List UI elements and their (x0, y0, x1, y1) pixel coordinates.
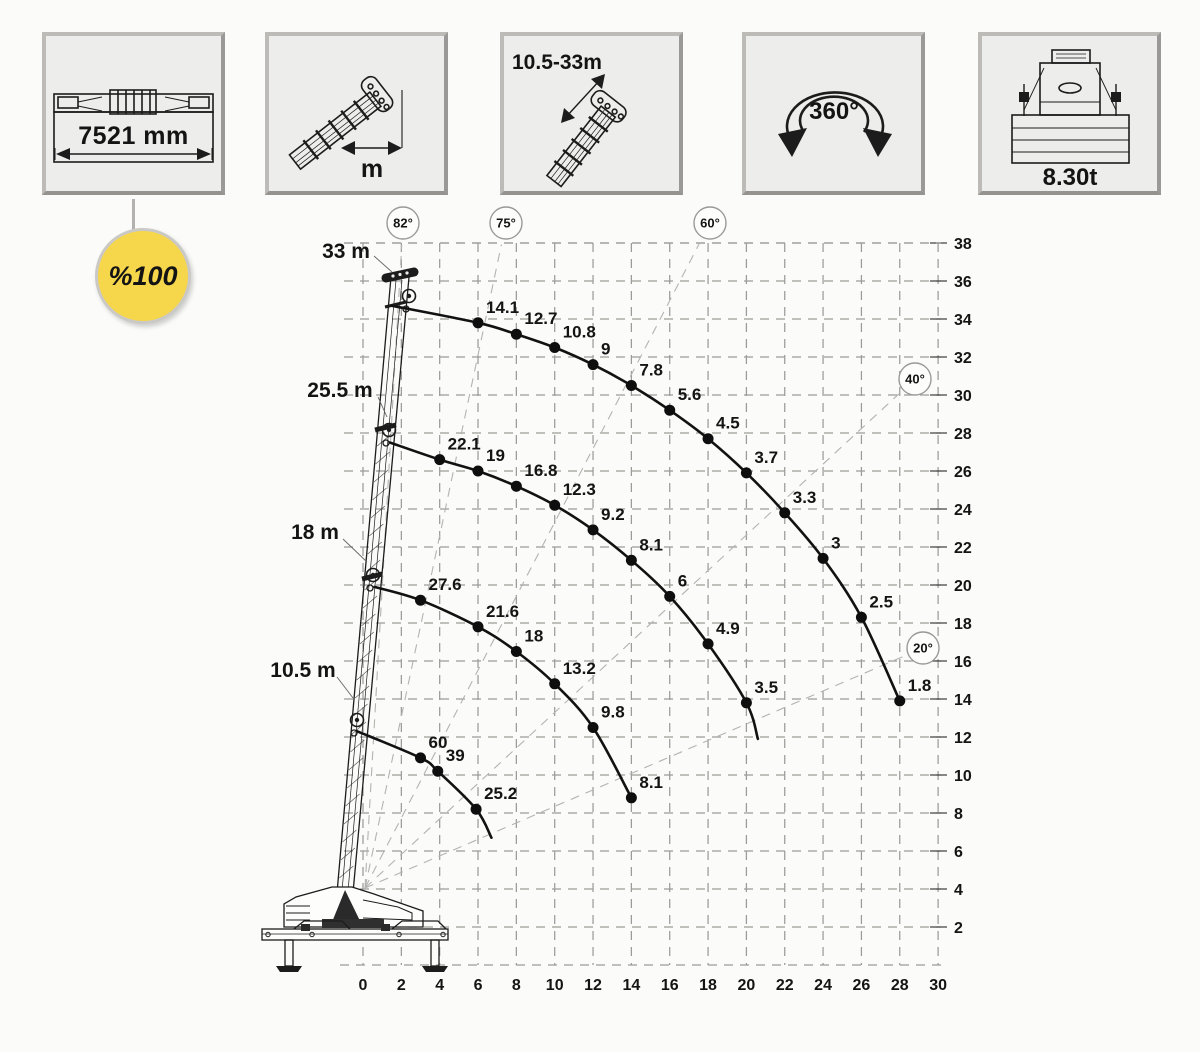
load-value-label: 6 (677, 571, 688, 591)
boom-hatch-line (369, 524, 383, 536)
load-value-label: 2.5 (869, 592, 894, 612)
load-value-label: 3.5 (754, 677, 779, 697)
load-point (415, 752, 426, 763)
y-axis-tick-label: 6 (954, 844, 963, 861)
boom-hatch-line (346, 794, 360, 806)
y-axis-tick-label: 14 (954, 692, 972, 709)
load-value-label: 10.8 (562, 322, 596, 342)
boom-hatch-line (360, 632, 374, 644)
x-axis-tick-label: 30 (929, 977, 947, 994)
boom-hatch-line (358, 650, 372, 662)
load-point (511, 481, 522, 492)
load-point (473, 621, 484, 632)
boom-length-label: 10.5 m (270, 659, 336, 682)
load-value-label: 7.8 (639, 360, 664, 380)
load-value-label: 27.6 (428, 575, 462, 595)
y-axis-tick-label: 22 (954, 540, 972, 557)
y-axis-tick-label: 24 (954, 502, 972, 519)
load-value-label: 3 (831, 533, 841, 553)
load-point (432, 766, 443, 777)
load-point (549, 500, 560, 511)
boom-hatch-line (374, 470, 388, 482)
boom-hatch-line (339, 866, 353, 878)
load-value-label: 13.2 (562, 658, 596, 678)
y-axis-tick-label: 38 (954, 236, 972, 253)
x-axis-tick-label: 4 (435, 977, 445, 994)
load-value-label: 1.8 (907, 675, 932, 695)
load-point (741, 697, 752, 708)
boom-hatch-line (350, 740, 364, 752)
x-axis-tick-label: 0 (358, 977, 368, 994)
load-value-label: 25.2 (484, 784, 518, 804)
y-axis-tick-label: 28 (954, 426, 972, 443)
x-axis-tick-label: 22 (775, 977, 794, 994)
load-value-label: 22.1 (447, 434, 481, 454)
x-axis-tick-label: 26 (852, 977, 871, 994)
x-axis-tick-label: 10 (545, 977, 564, 994)
load-point (473, 317, 484, 328)
load-point (626, 380, 637, 391)
outrigger-percent-value: %100 (108, 260, 178, 291)
load-value-label: 18 (524, 626, 544, 646)
y-axis-tick-label: 12 (954, 730, 972, 747)
boom-hatch-line (363, 596, 377, 608)
x-axis-tick-label: 28 (890, 977, 909, 994)
load-point (741, 467, 752, 478)
y-axis-tick-label: 36 (954, 274, 972, 291)
load-value-label: 14.1 (486, 297, 520, 317)
boom-angle-label: 20° (913, 640, 933, 656)
counterweight-label: 8.30t (1042, 164, 1098, 191)
x-axis-tick-label: 8 (511, 977, 521, 994)
y-axis-tick-label: 30 (954, 388, 972, 405)
boom-angle-label: 82° (393, 215, 413, 231)
boom-angle-label: 75° (496, 215, 516, 231)
x-axis-tick-label: 2 (396, 977, 406, 994)
x-axis-tick-label: 6 (473, 977, 483, 994)
load-point (626, 792, 637, 803)
load-point (473, 466, 484, 477)
boom-length-label: 18 m (291, 521, 339, 544)
boom-hatch-line (357, 668, 371, 680)
load-point (664, 591, 675, 602)
load-point (588, 524, 599, 535)
load-point (626, 555, 637, 566)
load-point (415, 595, 426, 606)
y-axis-tick-label: 18 (954, 616, 972, 633)
slewing-label: 360° (809, 98, 859, 125)
boom-angle-ray (365, 657, 903, 888)
load-value-label: 4.5 (716, 413, 740, 433)
load-point (664, 405, 675, 416)
load-value-label: 4.9 (716, 618, 740, 638)
boom-hatch-line (372, 488, 386, 500)
load-value-label: 8.1 (639, 772, 664, 792)
x-axis-tick-label: 18 (699, 977, 717, 994)
y-axis-tick-label: 20 (954, 578, 972, 595)
boom-hatch-line (355, 686, 369, 698)
load-point (471, 804, 482, 815)
x-axis-tick-label: 14 (622, 977, 641, 994)
y-axis-tick-label: 4 (954, 882, 963, 899)
y-axis-tick-label: 16 (954, 654, 972, 671)
load-value-label: 12.7 (524, 309, 558, 329)
carrier-length-value: 7521 mm (78, 122, 189, 150)
load-value-label: 9.2 (601, 504, 625, 524)
load-value-label: 21.6 (486, 601, 520, 621)
load-point (818, 553, 829, 564)
y-axis-tick-label: 8 (954, 806, 963, 823)
boom-hatch-line (376, 452, 390, 464)
boom-hatch-line (342, 830, 356, 842)
boom-range-label: 10.5-33m (512, 51, 602, 74)
load-value-label: 39 (445, 746, 465, 766)
boom-hatch-line (368, 542, 382, 554)
x-axis-tick-label: 24 (814, 977, 832, 994)
load-curve-10.5m (357, 731, 491, 837)
y-axis-tick-label: 26 (954, 464, 972, 481)
boom-hatch-line (371, 506, 385, 518)
chart-labels (270, 207, 972, 994)
load-value-label: 19 (486, 446, 505, 465)
y-axis-tick-label: 2 (954, 920, 963, 937)
x-axis-tick-label: 12 (584, 977, 602, 994)
boom-angle-label: 40° (905, 371, 925, 387)
load-point (511, 329, 522, 340)
load-point (703, 433, 714, 444)
load-point (434, 454, 445, 465)
boom-length-label: 33 m (322, 240, 370, 263)
crane-side-view (262, 271, 448, 972)
x-axis-tick-label: 20 (737, 977, 756, 994)
y-axis-tick-label: 32 (954, 350, 972, 367)
boom-angle-label: 60° (700, 215, 720, 231)
load-point (894, 695, 905, 706)
boom-hatch-line (341, 848, 355, 860)
y-axis-tick-label: 10 (954, 768, 972, 785)
load-point (511, 646, 522, 657)
load-point (588, 722, 599, 733)
load-value-label: 9 (601, 339, 611, 359)
x-axis-tick-label: 16 (660, 977, 679, 994)
load-point (549, 678, 560, 689)
load-point (779, 507, 790, 518)
boom-length-label: 25.5 m (307, 379, 373, 402)
boom-hatch-line (347, 776, 361, 788)
boom-angle-rays (365, 243, 903, 888)
load-point (588, 359, 599, 370)
y-axis-tick-label: 34 (954, 312, 972, 329)
load-value-label: 5.6 (677, 385, 702, 405)
boom-reach-unit-label: m (360, 155, 384, 183)
load-point (856, 612, 867, 623)
load-point (703, 638, 714, 649)
load-value-label: 3.7 (754, 447, 779, 467)
boom-label-leader (337, 677, 353, 698)
boom-label-leader (374, 256, 392, 272)
load-value-label: 9.8 (601, 702, 625, 722)
load-value-label: 12.3 (562, 480, 596, 500)
boom-hatch-line (349, 758, 363, 770)
load-value-label: 3.3 (792, 487, 817, 507)
load-value-label: 16.8 (524, 461, 558, 481)
load-point (549, 342, 560, 353)
load-value-label: 8.1 (639, 535, 664, 555)
load-value-label: 60 (428, 732, 448, 752)
boom-hatch-line (344, 812, 358, 824)
